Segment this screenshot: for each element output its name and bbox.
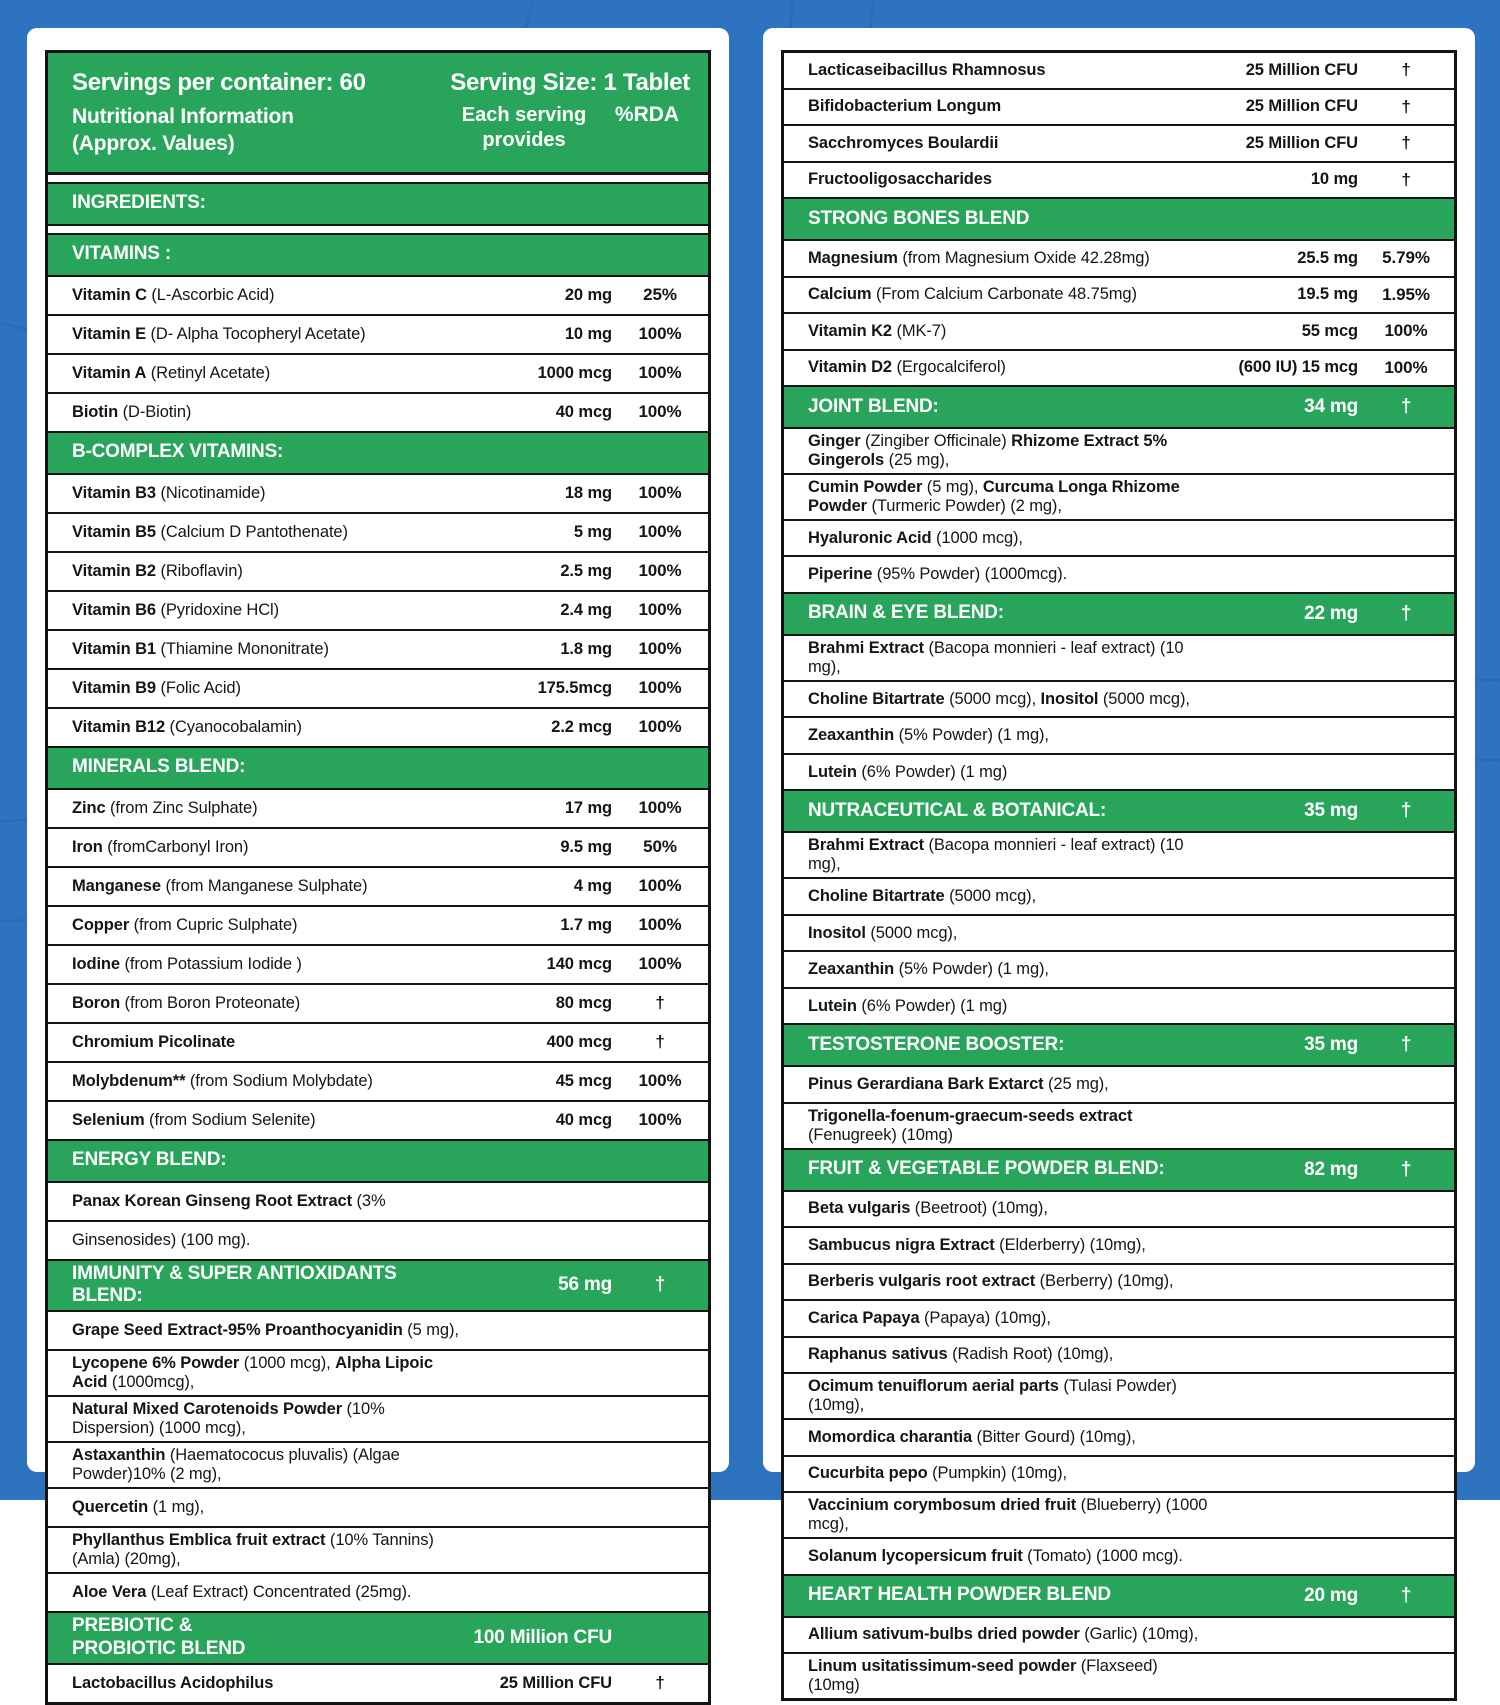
ingredient-amount: 55 mcg [1301,321,1358,340]
section-band-label: PREBIOTIC & PROBIOTIC BLEND [72,1614,246,1659]
section-band-label: TESTOSTERONE BOOSTER: [808,1033,1065,1055]
ingredient-row [48,514,708,553]
section-band-label: IMMUNITY & SUPER ANTIOXIDANTS BLEND: [72,1262,397,1307]
ingredient-rda: 100% [638,561,682,581]
ingredient-row [784,1301,1454,1338]
ingredient-row [48,1351,708,1397]
ingredient-name: Cucurbita pepo (Pumpkin) (10mg), [808,1464,1068,1483]
section-band [48,233,708,277]
ingredient-name: Trigonella-foenum-graecum-seeds extract (Fenugreek) (10mg) [808,1106,1133,1144]
section-band [784,1025,1454,1067]
ingredient-rda: † [655,1673,665,1693]
ingredient-row [784,916,1454,953]
ingredient-row [48,709,708,748]
ingredient-name: Vitamin B9 (Folic Acid) [72,678,241,697]
ingredient-name: Copper (from Cupric Sulphate) [72,915,298,934]
ingredient-row [784,314,1454,351]
ingredient-name: Molybdenum** (from Sodium Molybdate) [72,1071,373,1090]
section-band-rda: † [1400,1584,1412,1606]
ingredient-rda: 100% [638,1110,682,1130]
ingredient-rda: 1.95% [1382,284,1430,304]
ingredient-row [48,316,708,355]
amount-column-header: Each serving provides [461,104,587,151]
ingredient-name: Vitamin E (D- Alpha Tocopheryl Acetate) [72,324,366,343]
ingredient-name: Calcium (From Calcium Carbonate 48.75mg) [808,285,1137,304]
section-band-label: MINERALS BLEND: [72,756,246,778]
ingredient-amount: 18 mg [564,483,612,502]
section-band-label: ENERGY BLEND: [72,1149,227,1171]
ingredient-name: Vitamin D2 (Ergocalciferol) [808,358,1006,377]
ingredient-row [48,355,708,394]
ingredient-name: Lacticaseibacillus Rhamnosus [808,60,1046,79]
ingredient-name: Lycopene 6% Powder (1000 mcg), Alpha Lipoic Acid (1000mcg), [72,1354,433,1392]
ingredient-row [784,1618,1454,1655]
ingredient-row [784,1420,1454,1457]
ingredient-rda: 100% [638,324,682,344]
ingredient-row [784,521,1454,558]
section-band-amount: 56 mg [558,1274,612,1296]
ingredient-amount: 2.5 mg [560,561,612,580]
ingredient-row [48,1665,708,1702]
ingredient-amount: 2.4 mg [560,600,612,619]
ingredient-row [48,868,708,907]
ingredient-row [784,351,1454,388]
ingredient-row [48,592,708,631]
section-band [784,791,1454,833]
ingredient-row [784,126,1454,163]
section-band [48,433,708,475]
ingredient-name: Zeaxanthin (5% Powder) (1 mg), [808,960,1049,979]
ingredient-row [784,1067,1454,1104]
ingredient-row [784,718,1454,755]
ingredient-rda: 100% [638,717,682,737]
ingredient-row [784,557,1454,594]
ingredient-amount: 1000 mcg [537,363,612,382]
ingredient-rda: 100% [638,915,682,935]
ingredient-rda: 100% [638,954,682,974]
ingredient-name: Allium sativum-bulbs dried powder (Garlic) (10mg), [808,1625,1199,1644]
ingredient-name: Inositol (5000 mcg), [808,923,958,942]
ingredient-row [48,1312,708,1351]
ingredient-row [784,755,1454,792]
ingredient-name: Selenium (from Sodium Selenite) [72,1110,316,1129]
right-panel [763,28,1475,1695]
left-table [45,50,711,1705]
ingredient-row [784,1654,1454,1698]
ingredient-name: Vitamin B6 (Pyridoxine HCl) [72,600,279,619]
ingredient-row [784,682,1454,719]
ingredient-row [784,952,1454,989]
ingredient-rda: † [655,993,665,1013]
ingredient-row [784,90,1454,127]
section-band-amount: 34 mg [1304,396,1358,417]
ingredient-name: Vitamin C (L-Ascorbic Acid) [72,285,275,304]
section-band-label: STRONG BONES BLEND [808,207,1030,229]
ingredient-row [784,1374,1454,1420]
ingredient-row [48,277,708,316]
ingredient-rda: 100% [1384,321,1428,341]
ingredient-amount: 1.7 mg [560,915,612,934]
ingredient-row [784,1192,1454,1229]
ingredient-rda: 100% [638,678,682,698]
ingredient-row [48,475,708,514]
ingredient-rda: † [1401,133,1411,153]
ingredient-row [48,946,708,985]
ingredient-row [784,1493,1454,1539]
ingredient-row [48,790,708,829]
ingredient-name: Zeaxanthin (5% Powder) (1 mg), [808,726,1049,745]
ingredient-name: Ginsenosides) (100 mg). [72,1230,251,1249]
ingredient-name: Manganese (from Manganese Sulphate) [72,876,368,895]
ingredient-rda: 100% [638,402,682,422]
ingredient-row [48,1222,708,1261]
ingredient-amount: 9.5 mg [560,837,612,856]
ingredient-amount: 175.5mcg [537,678,612,697]
ingredient-name: Ginger (Zingiber Officinale) Rhizome Extract 5% Gingerols (25 mg), [808,432,1168,469]
ingredient-row [48,907,708,946]
ingredient-rda: 100% [638,363,682,383]
ingredient-row [48,985,708,1024]
ingredient-amount: 17 mg [564,798,612,817]
ingredient-amount: (600 IU) 15 mcg [1238,358,1358,377]
ingredient-name: Iron (fromCarbonyl Iron) [72,837,249,856]
ingredient-rda: 25% [643,285,677,305]
ingredient-amount: 25 Million CFU [499,1673,612,1692]
section-band-label: JOINT BLEND: [808,395,939,417]
ingredient-name: Vitamin B5 (Calcium D Pantothenate) [72,522,348,541]
ingredient-row [48,1443,708,1489]
ingredient-amount: 25.5 mg [1297,248,1358,267]
ingredient-name: Choline Bitartrate (5000 mcg), [808,887,1037,906]
section-band [48,182,708,226]
ingredient-row [48,829,708,868]
ingredient-row [784,1539,1454,1576]
ingredient-name: Vitamin K2 (MK-7) [808,321,947,340]
ingredient-name: Grape Seed Extract-95% Proanthocyanidin (5 mg), [72,1321,459,1340]
ingredient-row [784,1104,1454,1150]
ingredient-row [48,1183,708,1222]
ingredient-name: Cumin Powder (5 mg), Curcuma Longa Rhizome Powder (Turmeric Powder) (2 mg), [808,477,1180,515]
section-band-label: B-COMPLEX VITAMINS: [72,441,284,463]
ingredient-row [784,475,1454,521]
ingredient-name: Choline Bitartrate (5000 mcg), Inositol (5000 mcg), [808,689,1190,708]
ingredient-rda: † [1401,60,1411,80]
ingredient-rda: † [1401,169,1411,189]
ingredient-amount: 80 mcg [555,993,612,1012]
ingredient-amount: 140 mcg [546,954,612,973]
nutrition-header [48,53,708,175]
ingredient-amount: 40 mcg [555,402,612,421]
ingredient-rda: 100% [638,483,682,503]
ingredient-name: Natural Mixed Carotenoids Powder (10% Dispersion) (1000 mcg), [72,1400,385,1438]
section-band-rda: † [1400,800,1412,822]
ingredient-name: Vitamin A (Retinyl Acetate) [72,363,271,382]
section-band [48,1141,708,1183]
ingredient-rda: 50% [643,837,677,857]
ingredient-rda: 100% [638,600,682,620]
ingredient-row [784,636,1454,682]
section-band-label: HEART HEALTH POWDER BLEND [808,1584,1111,1606]
ingredient-rda: 100% [1384,357,1428,377]
ingredient-name: Vaccinium corymbosum dried fruit (Blueberry) (1000 mcg), [808,1496,1208,1534]
ingredient-row [48,1102,708,1141]
ingredient-name: Zinc (from Zinc Sulphate) [72,798,258,817]
ingredient-row [784,879,1454,916]
right-table-body [784,53,1454,1698]
ingredient-amount: 2.2 mcg [551,717,612,736]
ingredient-name: Aloe Vera (Leaf Extract) Concentrated (25mg). [72,1582,412,1601]
ingredient-row [48,1397,708,1443]
section-band-rda: † [1400,1034,1412,1056]
ingredient-amount: 45 mcg [555,1071,612,1090]
ingredient-name: Solanum lycopersicum fruit (Tomato) (1000 mcg). [808,1546,1183,1565]
ingredient-name: Linum usitatissimum-seed powder (Flaxseed) (10mg) [808,1657,1158,1695]
ingredient-rda: 100% [638,639,682,659]
section-band-amount: 35 mg [1304,800,1358,822]
ingredient-name: Lutein (6% Powder) (1 mg) [808,996,1008,1015]
ingredient-row [48,1574,708,1613]
section-band [48,1613,708,1665]
section-band [784,1150,1454,1192]
section-band-amount: 20 mg [1304,1584,1358,1606]
ingredient-row [48,1024,708,1063]
section-band [784,387,1454,429]
rda-column-header: %RDA [614,103,680,126]
ingredient-rda: † [1401,96,1411,116]
section-band-rda: † [1400,396,1412,417]
nutrition-title: Nutritional Information (Approx. Values) [72,105,294,156]
ingredient-amount: 25 Million CFU [1245,60,1358,79]
section-band-label: FRUIT & VEGETABLE POWDER BLEND: [808,1158,1165,1180]
ingredient-name: Bifidobacterium Longum [808,97,1002,116]
ingredient-name: Phyllanthus Emblica fruit extract (10% Tannins) (Amla) (20mg), [72,1531,434,1568]
ingredient-row [48,1489,708,1528]
ingredient-row [48,1063,708,1102]
ingredient-amount: 20 mg [564,285,612,304]
ingredient-name: Pinus Gerardiana Bark Extarct (25 mg), [808,1075,1109,1094]
ingredient-name: Magnesium (from Magnesium Oxide 42.28mg) [808,248,1150,267]
ingredient-name: Fructooligosaccharides [808,170,992,189]
ingredient-amount: 40 mcg [555,1110,612,1129]
section-band-amount: 82 mg [1304,1158,1358,1180]
ingredient-row [784,1228,1454,1265]
ingredient-rda: 100% [638,522,682,542]
ingredient-row [784,429,1454,475]
ingredient-amount: 19.5 mg [1297,285,1358,304]
ingredient-name: Astaxanthin (Haematococus pluvalis) (Algae Powder)10% (2 mg), [72,1446,400,1484]
ingredient-amount: 4 mg [573,876,612,895]
ingredient-name: Chromium Picolinate [72,1032,236,1051]
ingredient-rda: † [655,1032,665,1052]
servings-per-container: Servings per container: 60 [72,69,366,96]
ingredient-name: Vitamin B1 (Thiamine Mononitrate) [72,639,329,658]
section-band-rda: † [1400,602,1412,624]
ingredient-amount: 5 mg [573,522,612,541]
ingredient-row [784,53,1454,90]
ingredient-row [784,278,1454,315]
ingredient-name: Iodine (from Potassium Iodide ) [72,954,302,973]
ingredient-name: Piperine (95% Powder) (1000mcg). [808,565,1068,584]
ingredient-amount: 10 mg [564,324,612,343]
ingredient-name: Quercetin (1 mg), [72,1498,205,1517]
ingredient-amount: 25 Million CFU [1245,97,1358,116]
serving-size: Serving Size: 1 Tablet [450,69,690,96]
section-band-amount: 35 mg [1304,1034,1358,1056]
ingredient-name: Vitamin B3 (Nicotinamide) [72,483,266,502]
ingredient-name: Vitamin B12 (Cyanocobalamin) [72,717,302,736]
ingredient-row [48,670,708,709]
ingredient-row [784,833,1454,879]
ingredient-row [48,394,708,433]
ingredient-name: Sambucus nigra Extract (Elderberry) (10mg), [808,1235,1146,1254]
ingredient-row [784,1338,1454,1375]
ingredient-name: Lactobacillus Acidophilus [72,1673,274,1692]
ingredient-row [48,553,708,592]
ingredient-row [784,163,1454,200]
section-band-amount: 22 mg [1304,602,1358,624]
ingredient-name: Momordica charantia (Bitter Gourd) (10mg), [808,1427,1136,1446]
ingredient-name: Biotin (D-Biotin) [72,402,192,421]
section-band-label: INGREDIENTS: [72,192,206,214]
section-band-rda: † [1400,1158,1412,1180]
right-table [781,50,1457,1701]
ingredient-row [784,989,1454,1026]
section-band-label: BRAIN & EYE BLEND: [808,602,1004,624]
ingredient-name: Boron (from Boron Proteonate) [72,993,301,1012]
ingredient-amount: 1.8 mg [560,639,612,658]
ingredient-name: Beta vulgaris (Beetroot) (10mg), [808,1199,1048,1218]
ingredient-name: Hyaluronic Acid (1000 mcg), [808,528,1023,547]
ingredient-amount: 25 Million CFU [1245,133,1358,152]
ingredient-name: Carica Papaya (Papaya) (10mg), [808,1308,1051,1327]
ingredient-amount: 10 mg [1310,170,1358,189]
section-band-amount: 100 Million CFU [473,1626,612,1648]
ingredient-rda: 5.79% [1382,248,1430,268]
left-table-body [48,182,708,1702]
ingredient-row [784,1457,1454,1494]
ingredient-name: Vitamin B2 (Riboflavin) [72,561,243,580]
ingredient-name: Berberis vulgaris root extract (Berberry) (10mg), [808,1272,1174,1291]
section-band-label: VITAMINS : [72,243,171,265]
section-band-label: NUTRACEUTICAL & BOTANICAL: [808,799,1107,821]
ingredient-rda: 100% [638,798,682,818]
section-band [784,594,1454,636]
ingredient-rda: 100% [638,876,682,896]
ingredient-name: Panax Korean Ginseng Root Extract (3% [72,1191,386,1210]
ingredient-rda: 100% [638,1071,682,1091]
ingredient-name: Ocimum tenuiflorum aerial parts (Tulasi Powder) (10mg), [808,1377,1177,1415]
ingredient-row [48,631,708,670]
ingredient-row [784,1265,1454,1302]
ingredient-name: Brahmi Extract (Bacopa monnieri - leaf extract) (10 mg), [808,638,1184,676]
left-panel [27,28,729,1693]
section-band-rda: † [654,1274,666,1296]
ingredient-amount: 400 mcg [546,1032,612,1051]
ingredient-row [48,1528,708,1574]
ingredient-name: Brahmi Extract (Bacopa monnieri - leaf extract) (10 mg), [808,836,1184,874]
ingredient-name: Lutein (6% Powder) (1 mg) [808,762,1008,781]
section-band [784,1576,1454,1618]
section-band [48,1261,708,1313]
ingredient-name: Sacchromyces Boulardii [808,133,999,152]
section-band [48,748,708,790]
section-band [784,199,1454,241]
ingredient-name: Raphanus sativus (Radish Root) (10mg), [808,1345,1114,1364]
ingredient-row [784,241,1454,278]
